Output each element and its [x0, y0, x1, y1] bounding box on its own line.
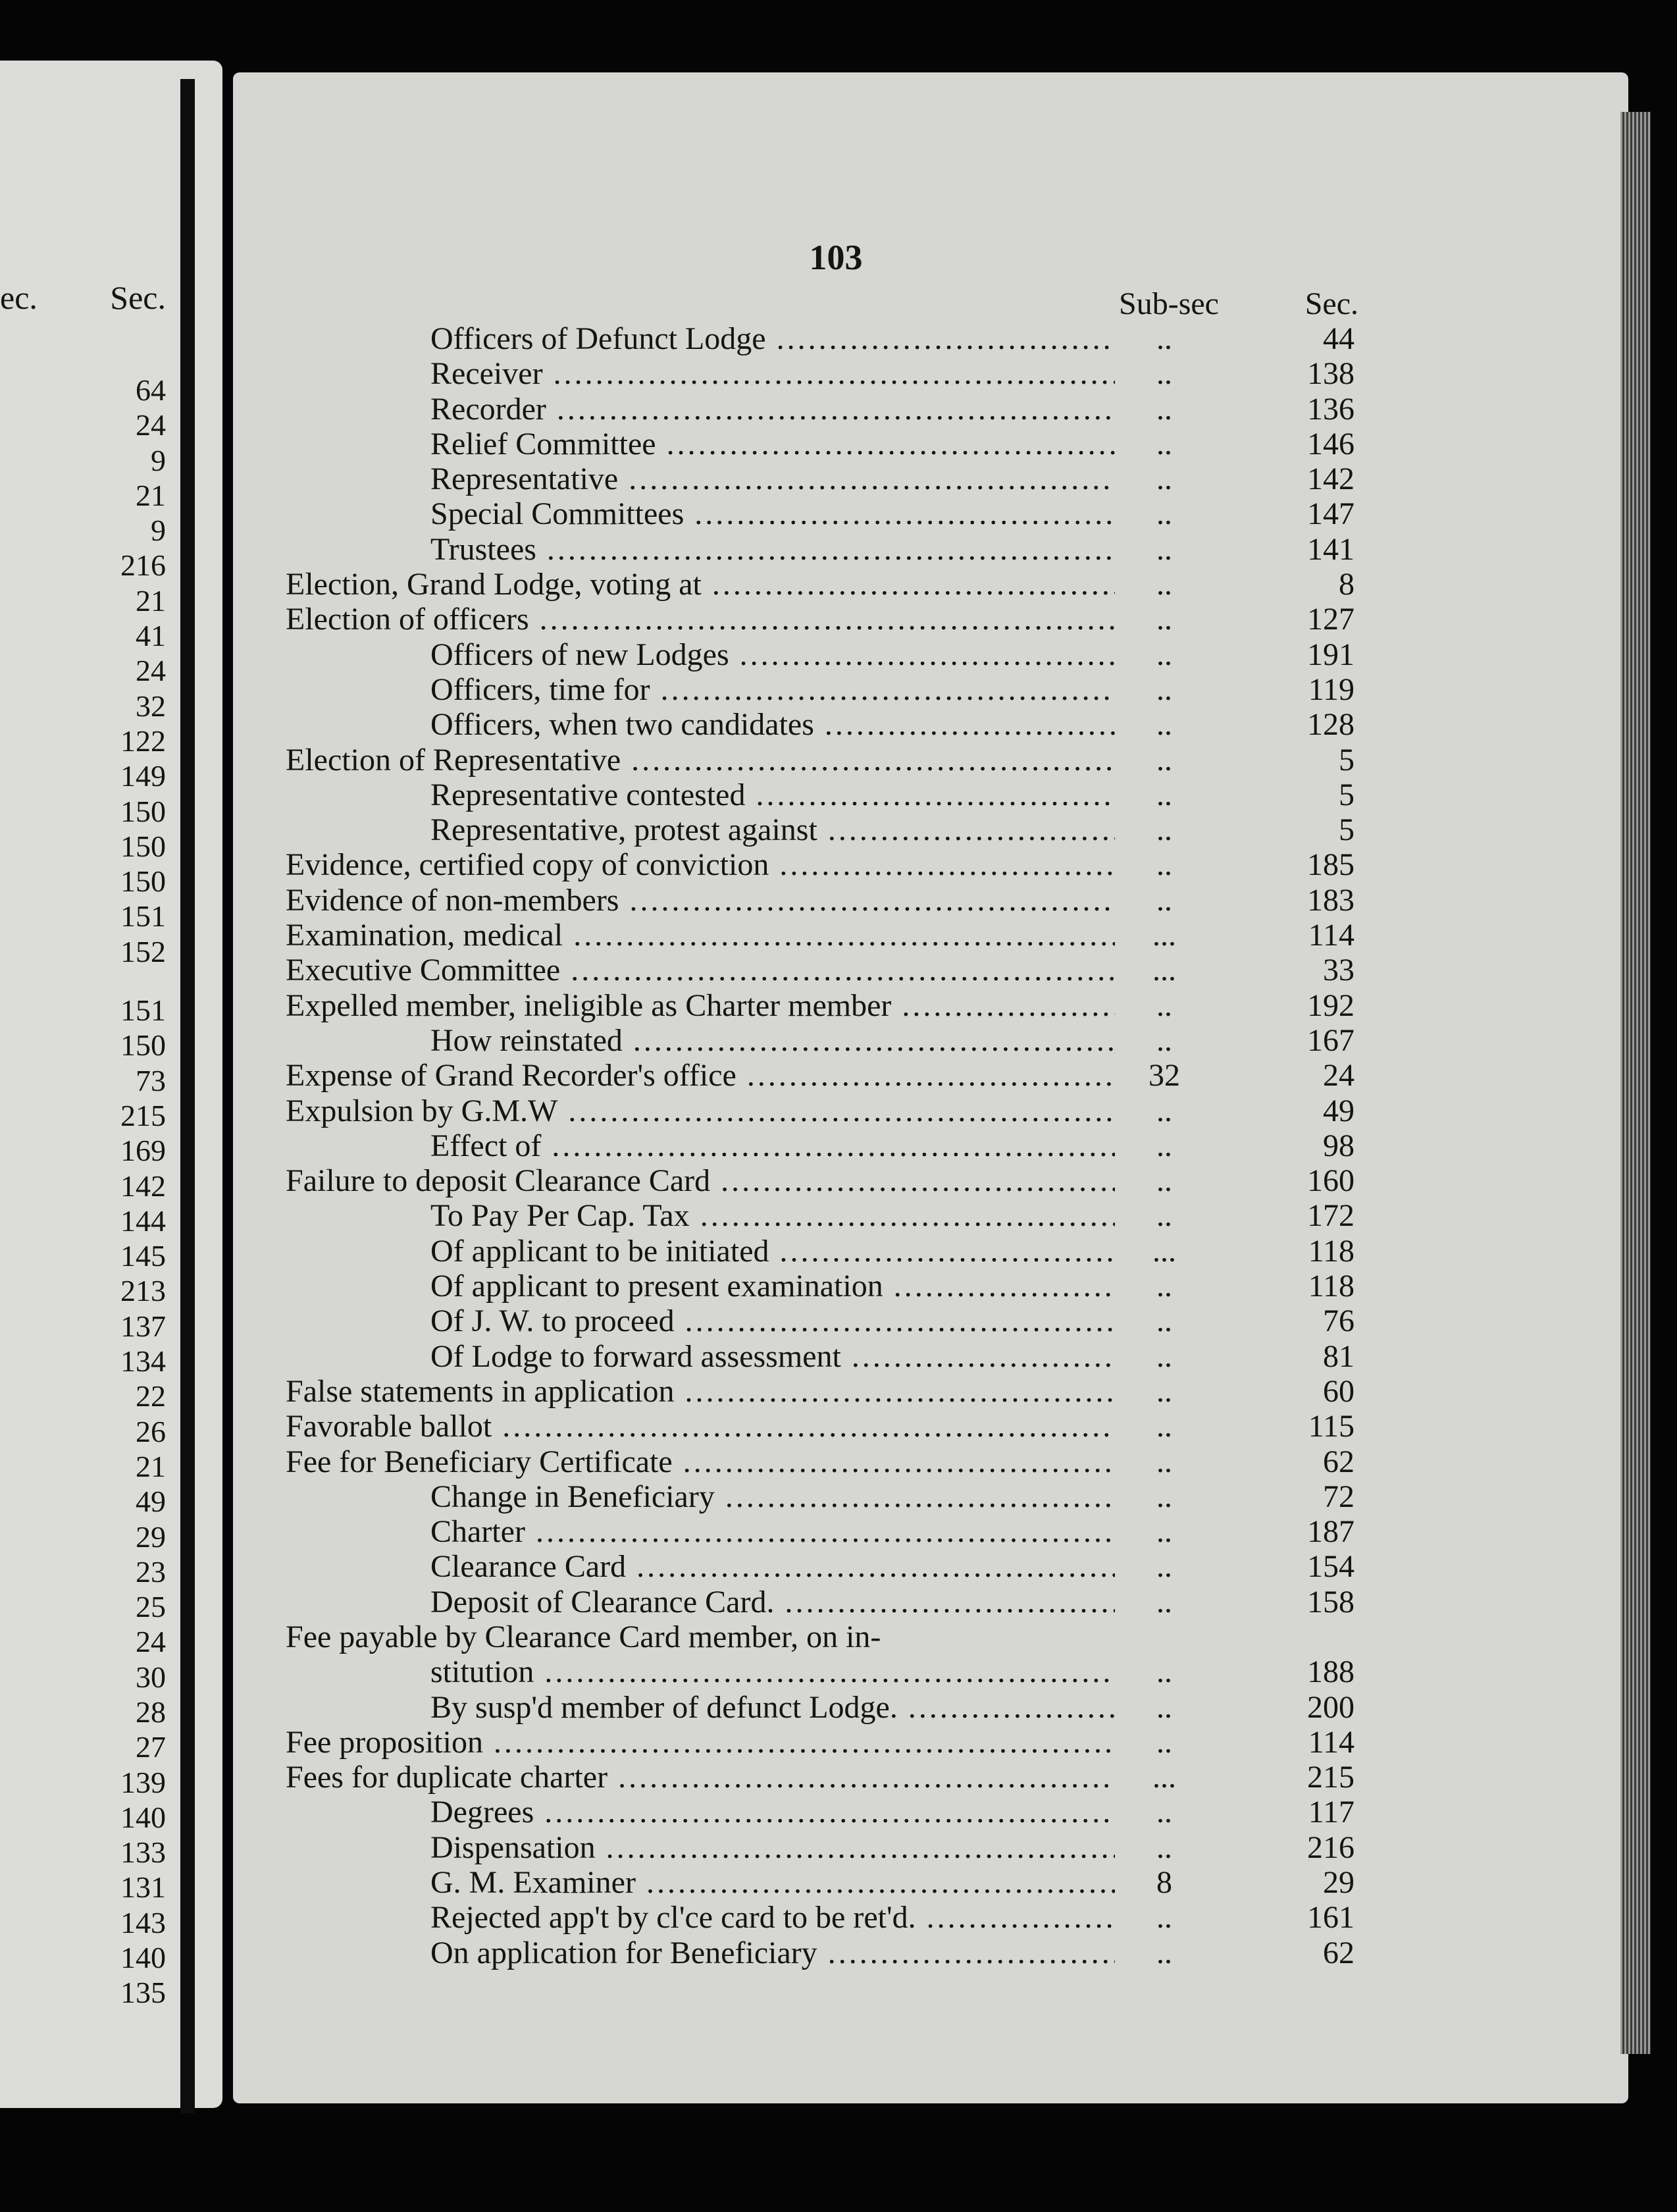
index-entry-text: Of applicant to present examination .....: [430, 1269, 1115, 1304]
index-entry: [286, 461, 1365, 496]
index-entry-sec: 81: [1323, 1338, 1354, 1374]
index-entry-subsec: ..: [1156, 356, 1172, 392]
previous-page-section-number: 137: [120, 1309, 166, 1343]
index-entry-subsec: ..: [1156, 847, 1172, 883]
index-entry: [286, 1865, 1365, 1900]
index-entry-subsec: ..: [1156, 1654, 1172, 1690]
index-entry: [286, 1023, 1365, 1058]
index-entry-sec: 5: [1339, 777, 1354, 812]
index-entry-text: Failure to deposit Clearance Card .....: [286, 1163, 1115, 1198]
index-entry-text: stitution .....: [430, 1654, 1115, 1689]
index-entry: [286, 812, 1365, 847]
index-entry-text: Expense of Grand Recorder's office .....: [286, 1058, 1115, 1093]
column-header-subsec: Sub-sec: [1119, 286, 1219, 321]
previous-page-section-number: 169: [120, 1134, 166, 1168]
index-entry-subsec: ..: [1156, 1795, 1172, 1830]
index-entry-text: Fee payable by Clearance Card member, on in-: [286, 1619, 881, 1654]
index-entry: [286, 1690, 1365, 1725]
index-entry-subsec: ..: [1156, 1163, 1172, 1199]
index-entry-text: Executive Committee .....: [286, 953, 1115, 988]
index-entry: [286, 1760, 1365, 1795]
previous-page-section-number: 49: [136, 1485, 166, 1519]
index-entry-text: Of applicant to be initiated .....: [430, 1234, 1115, 1269]
index-entries: [286, 321, 1365, 1970]
page-number: 103: [809, 238, 863, 277]
index-entry-text: Degrees .....: [430, 1795, 1115, 1830]
index-entry-sec: 172: [1307, 1198, 1354, 1234]
index-entry-subsec: ..: [1156, 321, 1172, 356]
index-entry: [286, 496, 1365, 531]
previous-page-section-number: 9: [151, 514, 166, 548]
index-entry-subsec: ..: [1156, 988, 1172, 1023]
index-entry-sec: 158: [1307, 1584, 1354, 1620]
index-entry: [286, 427, 1365, 461]
previous-page-section-number: 26: [136, 1414, 166, 1448]
previous-page-section-number: 32: [136, 689, 166, 723]
previous-page-section-number: 73: [136, 1063, 166, 1097]
index-entry-text: Evidence of non-members .....: [286, 883, 1115, 918]
previous-page-section-number: 213: [120, 1274, 166, 1308]
previous-page-section-number: 135: [120, 1976, 166, 2010]
index-entry-text: Favorable ballot .....: [286, 1409, 1115, 1444]
index-entry-text: Rejected app't by cl'ce card to be ret'd. .....: [430, 1900, 1115, 1935]
column-header-sec: Sec.: [1304, 286, 1358, 321]
index-entry-text: Election of officers .....: [286, 602, 1115, 637]
index-entry: [286, 672, 1365, 707]
index-entry-sec: 187: [1307, 1514, 1354, 1550]
index-entry-text: Expulsion by G.M.W .....: [286, 1093, 1115, 1128]
index-entry-subsec: ..: [1156, 1304, 1172, 1339]
index-entry-subsec: ..: [1156, 1514, 1172, 1550]
index-entry-subsec: ..: [1156, 531, 1172, 567]
previous-page-section-number: 23: [136, 1554, 166, 1589]
index-entry-sec: 154: [1307, 1549, 1354, 1585]
index-entry: [286, 1620, 1365, 1654]
index-entry: [286, 1585, 1365, 1620]
index-entry-subsec: ..: [1156, 602, 1172, 637]
index-entry: [286, 1234, 1365, 1269]
index-entry-subsec: ..: [1156, 1198, 1172, 1234]
index-entry-sec: 167: [1307, 1022, 1354, 1058]
index-entry-subsec: 8: [1156, 1865, 1172, 1901]
index-entry: [286, 1444, 1365, 1479]
index-entry-text: Effect of .....: [430, 1128, 1115, 1163]
index-entry-subsec: ..: [1156, 1935, 1172, 1970]
index-entry: [286, 1339, 1365, 1374]
previous-page-section-number: 143: [120, 1905, 166, 1939]
index-entry-sec: 118: [1308, 1233, 1354, 1269]
index-entry-subsec: ..: [1156, 812, 1172, 848]
index-entry: [286, 1058, 1365, 1093]
previous-page-section-number: 152: [120, 934, 166, 968]
index-entry-sec: 161: [1307, 1900, 1354, 1936]
previous-page-section-number: 140: [120, 1800, 166, 1834]
index-entry-sec: 119: [1308, 672, 1354, 707]
previous-page-section-number: 131: [120, 1870, 166, 1905]
index-entry-text: To Pay Per Cap. Tax .....: [430, 1198, 1115, 1233]
index-entry: [286, 743, 1365, 777]
index-entry: [286, 953, 1365, 988]
index-entry-subsec: ..: [1156, 882, 1172, 918]
index-entry: [286, 1725, 1365, 1760]
index-entry-subsec: ..: [1156, 1724, 1172, 1760]
index-entry-text: How reinstated .....: [430, 1023, 1115, 1058]
previous-page-section-number: 21: [136, 478, 166, 512]
index-entry: [286, 707, 1365, 742]
index-entry-sec: 115: [1308, 1409, 1354, 1444]
index-entry-text: Special Committees .....: [430, 496, 1115, 531]
index-entry-sec: 127: [1307, 602, 1354, 637]
index-entry-sec: 24: [1323, 1058, 1354, 1093]
previous-page-section-number: 64: [136, 373, 166, 407]
index-entry-sec: 192: [1307, 988, 1354, 1023]
index-entry-sec: 147: [1307, 496, 1354, 532]
index-entry: [286, 1163, 1365, 1198]
index-entry-subsec: ..: [1156, 426, 1172, 461]
index-entry: [286, 1514, 1365, 1549]
index-entry-sec: 117: [1308, 1795, 1354, 1830]
index-entry-sec: 60: [1323, 1373, 1354, 1409]
index-entry-subsec: ..: [1156, 1409, 1172, 1444]
index-entry-text: Dispensation .....: [430, 1830, 1115, 1865]
previous-page-section-number: 134: [120, 1344, 166, 1379]
index-entry-sec: 62: [1323, 1444, 1354, 1479]
index-entry-text: Officers, when two candidates .....: [430, 707, 1115, 742]
index-entry-text: Evidence, certified copy of conviction .....: [286, 847, 1115, 882]
index-entry-sec: 72: [1323, 1479, 1354, 1514]
previous-page-section-number: 140: [120, 1941, 166, 1975]
index-entry-text: Election, Grand Lodge, voting at .....: [286, 567, 1115, 602]
index-entry: [286, 1900, 1365, 1935]
previous-page-section-number: 150: [120, 829, 166, 863]
previous-page-section-number: 150: [120, 864, 166, 899]
index-entry-subsec: ..: [1156, 777, 1172, 812]
previous-page-section-number: 151: [120, 993, 166, 1028]
index-entry-text: False statements in application .....: [286, 1374, 1115, 1409]
book-gutter: [180, 79, 195, 2113]
previous-page-section-number: 21: [136, 583, 166, 618]
previous-page-section-number: 24: [136, 1625, 166, 1659]
index-entry-text: Representative .....: [430, 461, 1115, 496]
index-entry: [286, 1374, 1365, 1409]
index-entry: [286, 321, 1365, 356]
index-entry-sec: 8: [1339, 567, 1354, 602]
index-entry: [286, 637, 1365, 672]
index-entry: [286, 1479, 1365, 1514]
index-entry-subsec: ..: [1156, 1584, 1172, 1620]
index-entry: [286, 847, 1365, 882]
index-entry-sec: 5: [1339, 812, 1354, 848]
index-entry-sec: 216: [1307, 1830, 1354, 1865]
index-entry: [286, 1128, 1365, 1163]
index-entry-sec: 200: [1307, 1689, 1354, 1725]
index-entry-text: Expelled member, ineligible as Charter member .....: [286, 988, 1115, 1023]
index-entry-text: Recorder .....: [430, 392, 1115, 427]
previous-page-section-number: 28: [136, 1695, 166, 1729]
previous-page-section-number: 149: [120, 759, 166, 793]
previous-page-section-number: 27: [136, 1730, 166, 1764]
index-entry-text: Clearance Card .....: [430, 1549, 1115, 1584]
index-entry-text: G. M. Examiner .....: [430, 1865, 1115, 1900]
index-entry-sec: 136: [1307, 391, 1354, 427]
previous-page-section-number: 24: [136, 408, 166, 442]
index-entry-sec: 114: [1308, 918, 1354, 953]
previous-page-section-number: 150: [120, 1028, 166, 1063]
index-entry-text: Change in Beneficiary .....: [430, 1479, 1115, 1514]
index-entry-text: Trustees .....: [430, 532, 1115, 567]
index-entry: [286, 392, 1365, 427]
index-entry-subsec: ..: [1156, 1830, 1172, 1865]
page-edges: [1620, 112, 1651, 2054]
index-entry-sec: 118: [1308, 1269, 1354, 1304]
index-entry-subsec: ...: [1152, 918, 1176, 953]
index-entry: [286, 1549, 1365, 1584]
index-entry-text: Officers of Defunct Lodge .....: [430, 321, 1115, 356]
previous-page-section-number: 215: [120, 1098, 166, 1132]
index-entry-text: Fees for duplicate charter .....: [286, 1760, 1115, 1795]
index-entry-subsec: ..: [1156, 637, 1172, 672]
index-entry-sec: 191: [1307, 637, 1354, 672]
index-entry-text: Fee proposition .....: [286, 1725, 1115, 1760]
previous-page-section-number: 29: [136, 1519, 166, 1554]
index-entry-subsec: ..: [1156, 1479, 1172, 1514]
index-entry-subsec: ..: [1156, 672, 1172, 707]
index-entry-sec: 138: [1307, 356, 1354, 392]
index-entry: [286, 356, 1365, 391]
previous-page-section-number: 21: [136, 1449, 166, 1483]
index-entry-sec: 128: [1307, 707, 1354, 743]
previous-page-section-number: 139: [120, 1765, 166, 1799]
index-entry-subsec: ..: [1156, 1689, 1172, 1725]
index-entry-subsec: ..: [1156, 1373, 1172, 1409]
previous-page-section-number: 216: [120, 548, 166, 583]
index-entry-sec: 44: [1323, 321, 1354, 356]
index-entry-subsec: ..: [1156, 1128, 1172, 1163]
index-entry-sec: 62: [1323, 1935, 1354, 1970]
index-entry-sec: 114: [1308, 1724, 1354, 1760]
index-entry-text: By susp'd member of defunct Lodge. .....: [430, 1690, 1115, 1725]
index-entry-text: On application for Beneficiary .....: [430, 1936, 1115, 1970]
index-entry-sec: 141: [1307, 531, 1354, 567]
index-entry-subsec: ..: [1156, 1900, 1172, 1936]
index-entry: [286, 988, 1365, 1023]
index-entry-sec: 33: [1323, 953, 1354, 988]
index-entry-sec: 5: [1339, 742, 1354, 777]
index-entry-text: Charter .....: [430, 1514, 1115, 1549]
previous-page-section-number: 41: [136, 619, 166, 653]
index-entry-sec: 49: [1323, 1093, 1354, 1128]
index-entry-sec: 183: [1307, 882, 1354, 918]
index-entry: [286, 777, 1365, 812]
previous-page-section-number: 25: [136, 1590, 166, 1624]
index-entry-subsec: ..: [1156, 1093, 1172, 1128]
previous-page-section-number: 122: [120, 724, 166, 758]
index-entry-sec: 188: [1307, 1654, 1354, 1690]
previous-page-section-number: 133: [120, 1835, 166, 1870]
index-entry: [286, 1269, 1365, 1304]
index-entry-text: Election of Representative .....: [286, 743, 1115, 777]
index-entry-subsec: ...: [1152, 953, 1176, 988]
index-entry-sec: 146: [1307, 426, 1354, 461]
index-entry-sec: 160: [1307, 1163, 1354, 1199]
index-entry-subsec: ...: [1152, 1760, 1176, 1795]
previous-page-section-number: 9: [151, 443, 166, 477]
previous-page-section-number: 24: [136, 654, 166, 688]
index-entry-text: Of J. W. to proceed .....: [430, 1304, 1115, 1338]
index-entry-subsec: ..: [1156, 567, 1172, 602]
index-entry-sec: 142: [1307, 461, 1354, 497]
previous-page-column-header: Sec.: [110, 279, 166, 316]
index-entry-text: Examination, medical .....: [286, 918, 1115, 953]
previous-page-section-number: 151: [120, 899, 166, 934]
index-entry: [286, 532, 1365, 567]
index-entry-subsec: ...: [1152, 1233, 1176, 1269]
index-entry-text: Receiver .....: [430, 356, 1115, 391]
index-entry-sec: 185: [1307, 847, 1354, 883]
index-entry-text: Fee for Beneficiary Certificate .....: [286, 1444, 1115, 1479]
index-entry: [286, 883, 1365, 918]
index-entry-subsec: ..: [1156, 1444, 1172, 1479]
index-entry-text: Of Lodge to forward assessment .....: [430, 1339, 1115, 1374]
index-entry-text: Representative, protest against .....: [430, 812, 1115, 847]
index-entry: [286, 567, 1365, 602]
index-entry: [286, 1936, 1365, 1970]
index-entry: [286, 1409, 1365, 1444]
previous-page-section-number: 145: [120, 1239, 166, 1273]
index-entry-subsec: ..: [1156, 391, 1172, 427]
previous-page-section-number: 150: [120, 794, 166, 828]
previous-page-section-numbers: [79, 373, 166, 2011]
index-entry-sec: 29: [1323, 1865, 1354, 1901]
previous-page-section-number: 144: [120, 1203, 166, 1238]
index-entry-subsec: ..: [1156, 1022, 1172, 1058]
index-entry: [286, 1654, 1365, 1689]
index-entry-subsec: ..: [1156, 1338, 1172, 1374]
index-entry-sec: 98: [1323, 1128, 1354, 1163]
index-entry-text: Officers, time for .....: [430, 672, 1115, 707]
index-entry-text: Officers of new Lodges .....: [430, 637, 1115, 672]
index-entry-subsec: ..: [1156, 496, 1172, 532]
index-entry-sec: 76: [1323, 1304, 1354, 1339]
index-entry-text: Relief Committee .....: [430, 427, 1115, 461]
index-entry-sec: 215: [1307, 1760, 1354, 1795]
index-entry-subsec: ..: [1156, 707, 1172, 743]
index-entry-subsec: 32: [1148, 1058, 1180, 1093]
previous-page-section-number: 30: [136, 1660, 166, 1694]
previous-page-section-number: 142: [120, 1169, 166, 1203]
index-entry: [286, 1304, 1365, 1338]
index-entry-subsec: ..: [1156, 1549, 1172, 1585]
index-entry: [286, 1795, 1365, 1830]
index-entry: [286, 602, 1365, 637]
index-entry: [286, 1093, 1365, 1128]
index-entry: [286, 1198, 1365, 1233]
index-entry-subsec: ..: [1156, 461, 1172, 497]
index-entry-subsec: ..: [1156, 1269, 1172, 1304]
previous-page-column-header-prefix: ec.: [0, 279, 38, 316]
index-entry-subsec: ..: [1156, 742, 1172, 777]
index-entry: [286, 1830, 1365, 1865]
index-entry-text: Representative contested .....: [430, 777, 1115, 812]
index-entry: [286, 918, 1365, 953]
previous-page-section-number: 22: [136, 1379, 166, 1413]
index-entry-text: Deposit of Clearance Card. .....: [430, 1585, 1115, 1620]
